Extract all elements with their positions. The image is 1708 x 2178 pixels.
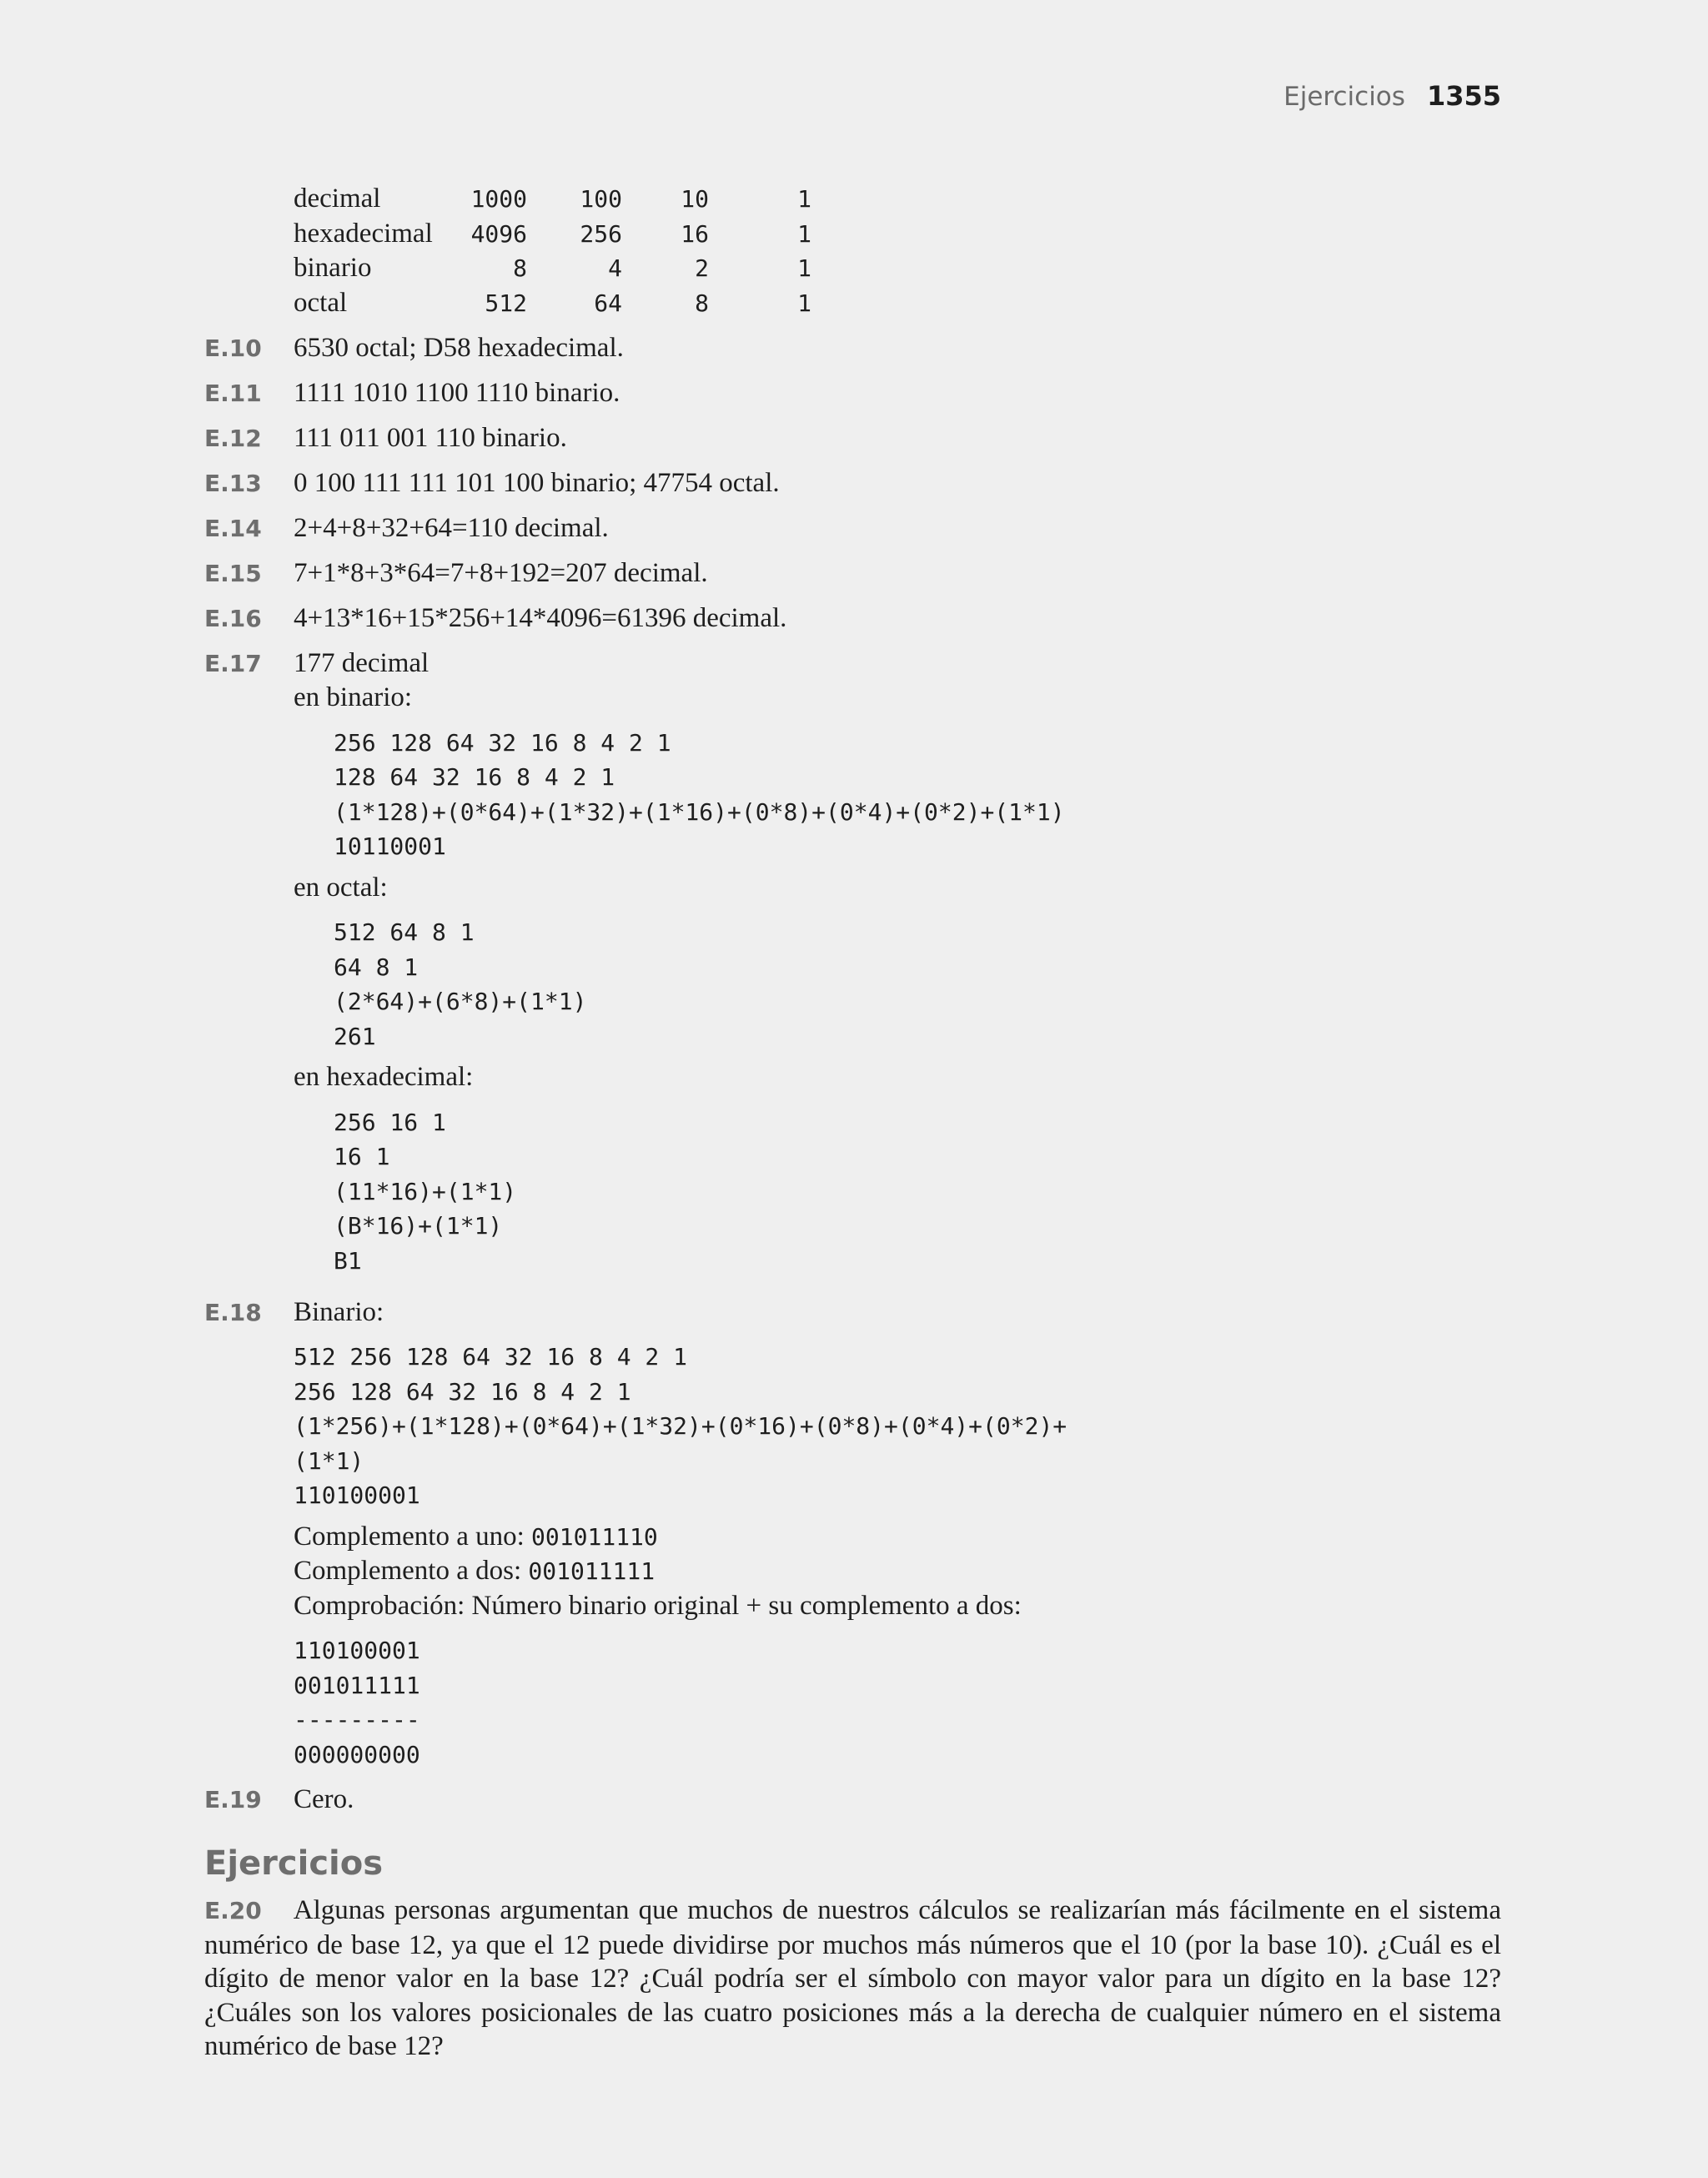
code-line: (1*1) <box>294 1446 364 1475</box>
code-line: 64 8 1 <box>334 953 419 981</box>
place-value-cell: 512 <box>485 289 527 317</box>
code-line: 128 64 32 16 8 4 2 1 <box>334 763 615 791</box>
place-value-cell: 1 <box>797 219 811 248</box>
place-row-label: octal <box>294 287 348 318</box>
exercise-answer: 6530 octal; D58 hexadecimal. <box>294 332 624 363</box>
place-value-cell: 1 <box>797 185 811 213</box>
place-value-cell: 10 <box>681 185 709 213</box>
ones-label: Complemento a uno: <box>294 1521 532 1552</box>
place-value-cell: 100 <box>580 185 622 213</box>
place-value-cell: 1000 <box>470 185 527 213</box>
code-line: 256 128 64 32 16 8 4 2 1 <box>334 728 671 757</box>
exercise-tag: E.13 <box>204 469 262 497</box>
section-heading: Ejercicios <box>204 1844 384 1883</box>
exercise-e12 <box>204 421 1501 456</box>
place-row <box>294 217 811 252</box>
place-row <box>294 251 811 286</box>
exercise-answer: Cero. <box>294 1783 354 1814</box>
e18-label: Binario: <box>294 1296 384 1327</box>
exercise-e18 <box>204 1295 1501 1330</box>
exercise-tag: E.18 <box>204 1298 262 1326</box>
e18-ones-complement <box>294 1520 1501 1555</box>
place-value-table <box>294 182 811 320</box>
place-value-cell: 8 <box>513 254 527 282</box>
e18-body <box>294 1340 1501 1772</box>
ones-value: 001011110 <box>531 1522 658 1551</box>
place-row <box>294 182 811 217</box>
e17-binary-code <box>334 726 1501 864</box>
e17-hex-label: en hexadecimal: <box>294 1062 474 1092</box>
place-row <box>294 286 811 321</box>
code-line: 256 128 64 32 16 8 4 2 1 <box>294 1377 631 1406</box>
exercise-tag: E.10 <box>204 334 262 362</box>
e17-octal-code <box>334 915 1501 1054</box>
exercise-question: Algunas personas argumentan que muchos de nuestros cálculos se realizarían más fácilmente en el sistema numérico de base 12, ya que el 12 puede dividirse por muchos más números que el 10 (por la base 10). ¿Cuál es el dígito de menor valor en la base 12? ¿Cuál podría ser el símbolo con mayor valor para un dígito en la base 12? ¿Cuáles son los valores posicionales de las cuatro posiciones más a la derecha de cualquier número en el sistema numérico de base 12? <box>204 1895 1501 2061</box>
exercise-e20 <box>204 1894 1501 2064</box>
exercise-tag: E.14 <box>204 514 262 542</box>
code-line: 256 16 1 <box>334 1108 446 1136</box>
exercise-e11 <box>204 376 1501 411</box>
exercise-e15 <box>204 556 1501 591</box>
exercise-answer <box>294 1295 1501 1330</box>
exercise-answer: 7+1*8+3*64=7+8+192=207 decimal. <box>294 557 708 588</box>
code-line: (B*16)+(1*1) <box>334 1212 503 1240</box>
code-line: 16 1 <box>334 1143 390 1170</box>
exercise-answer: 0 100 111 111 101 100 binario; 47754 octal. <box>294 467 780 498</box>
exercise-tag: E.20 <box>204 1897 262 1924</box>
code-line: 001011111 <box>294 1671 420 1699</box>
place-value-cell: 4 <box>608 254 622 282</box>
exercise-e10 <box>204 331 1501 366</box>
e17-binary-label: en binario: <box>294 682 413 712</box>
code-line: B1 <box>334 1246 362 1275</box>
twos-value: 001011111 <box>528 1557 656 1585</box>
twos-label: Complemento a dos: <box>294 1556 529 1586</box>
running-head <box>1284 80 1501 112</box>
code-line: 10110001 <box>334 832 446 860</box>
place-value-cell: 1 <box>797 254 811 282</box>
code-line: 000000000 <box>294 1740 420 1768</box>
exercise-tag: E.16 <box>204 604 262 632</box>
exercise-e19 <box>204 1783 1501 1818</box>
place-row-label: hexadecimal <box>294 218 433 249</box>
exercise-e13 <box>204 466 1501 501</box>
exercise-e17 <box>204 646 1501 1285</box>
code-line: 261 <box>334 1022 376 1050</box>
place-value-cell: 2 <box>695 254 709 282</box>
place-row-label: decimal <box>294 184 381 214</box>
place-value-cell: 256 <box>580 219 622 248</box>
exercise-e16 <box>204 601 1501 636</box>
exercise-answer <box>294 646 1501 1285</box>
e17-hex-code <box>334 1105 1501 1279</box>
place-value-cell: 64 <box>594 289 622 317</box>
running-head-section: Ejercicios <box>1284 82 1405 112</box>
exercise-answer: 2+4+8+32+64=110 decimal. <box>294 512 609 543</box>
page-number: 1355 <box>1426 80 1501 112</box>
code-line: --------- <box>294 1706 420 1733</box>
exercise-tag: E.17 <box>204 649 262 677</box>
page-body <box>204 182 1501 2064</box>
code-line: 110100001 <box>294 1637 420 1664</box>
code-line: (2*64)+(6*8)+(1*1) <box>334 988 587 1015</box>
e18-twos-complement <box>294 1554 1501 1589</box>
e18-binary-code <box>294 1340 1501 1513</box>
e18-check: Comprobación: Número binario original + su complemento a dos: <box>294 1590 1022 1621</box>
code-line: 110100001 <box>294 1481 420 1509</box>
exercise-tag: E.12 <box>204 424 262 452</box>
e17-octal-label: en octal: <box>294 872 388 903</box>
exercise-answer: 111 011 001 110 binario. <box>294 422 567 453</box>
exercise-tag: E.11 <box>204 379 262 407</box>
exercise-e14 <box>204 511 1501 546</box>
place-value-cell: 1 <box>797 289 811 317</box>
exercise-answer: 4+13*16+15*256+14*4096=61396 decimal. <box>294 602 787 633</box>
place-value-cell: 16 <box>681 219 709 248</box>
exercise-tag: E.15 <box>204 559 262 587</box>
code-line: (1*128)+(0*64)+(1*32)+(1*16)+(0*8)+(0*4)+(0*2)+(1*1) <box>334 797 1065 826</box>
place-row-label: binario <box>294 253 372 283</box>
code-line: (11*16)+(1*1) <box>334 1177 517 1205</box>
e18-sum-code <box>294 1633 1501 1772</box>
exercise-tag: E.19 <box>204 1785 262 1813</box>
place-value-cell: 4096 <box>470 219 527 248</box>
code-line: (1*256)+(1*128)+(0*64)+(1*32)+(0*16)+(0*8)+(0*4)+(0*2)+ <box>294 1412 1068 1440</box>
code-line: 512 64 8 1 <box>334 918 475 946</box>
exercise-answer: 1111 1010 1100 1110 binario. <box>294 377 620 408</box>
place-value-cell: 8 <box>695 289 709 317</box>
code-line: 512 256 128 64 32 16 8 4 2 1 <box>294 1343 688 1371</box>
e17-line1: 177 decimal <box>294 647 430 678</box>
